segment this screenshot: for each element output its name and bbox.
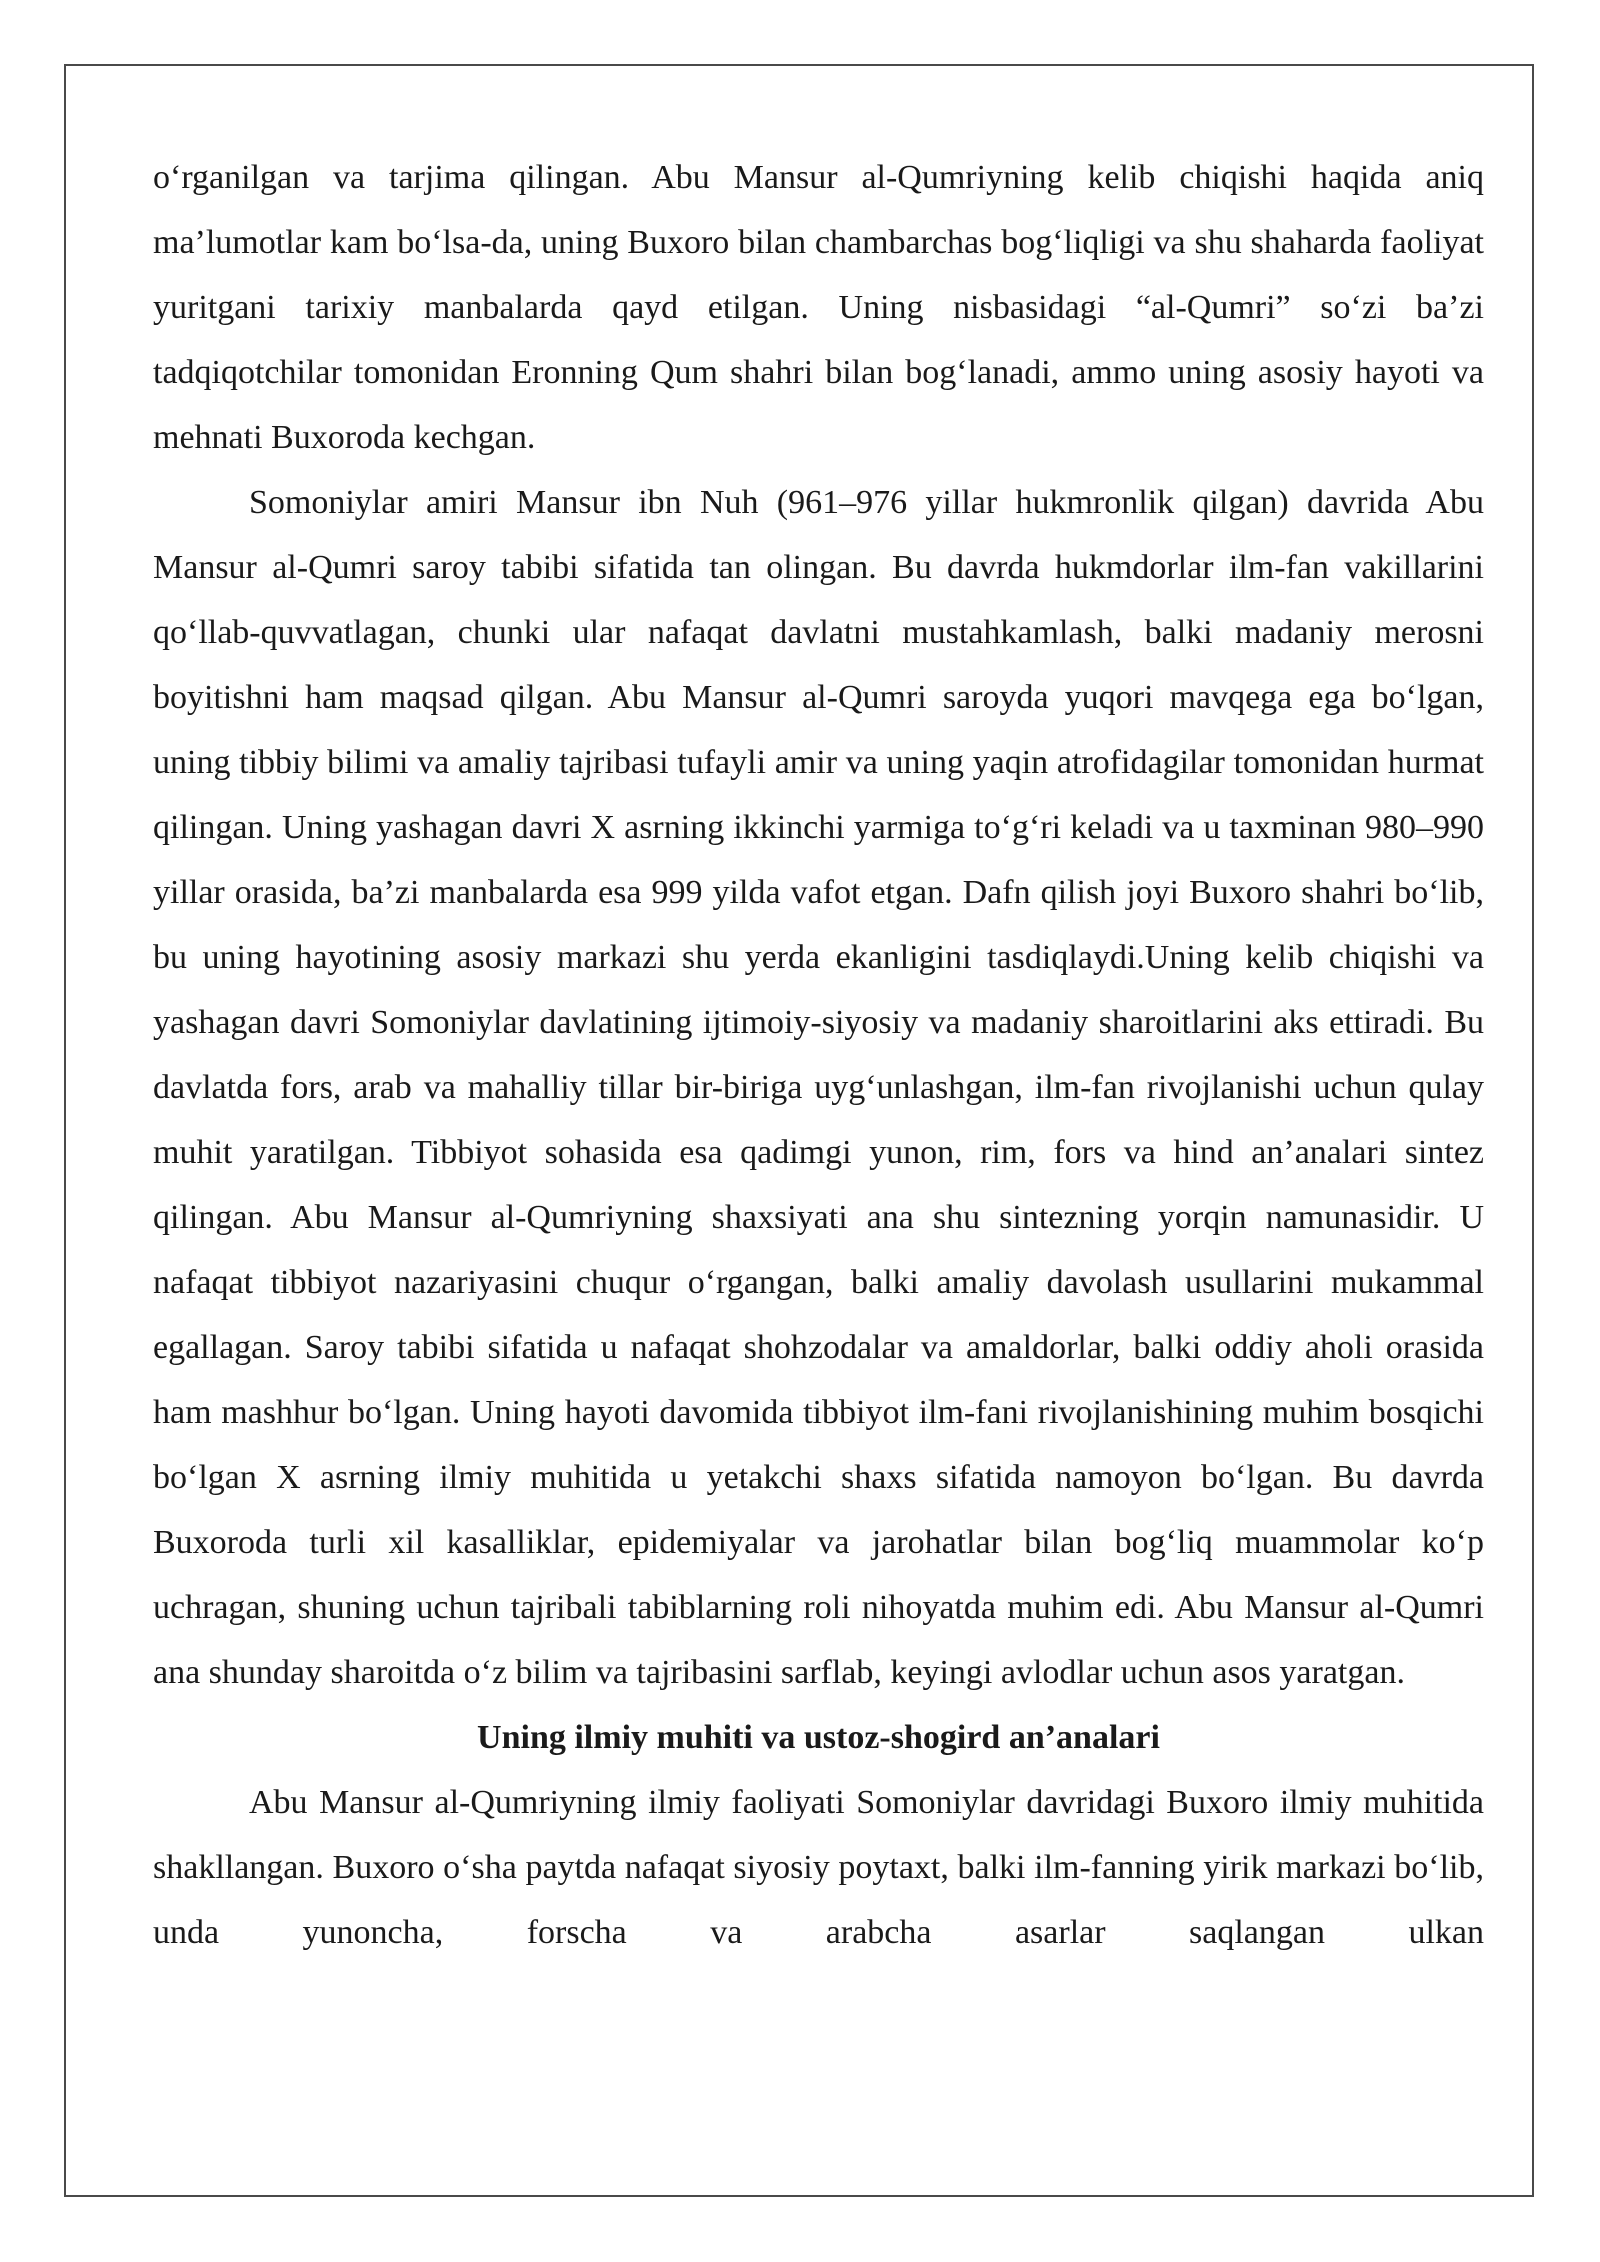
paragraph-2: Somoniylar amiri Mansur ibn Nuh (961–976 yillar hukmronlik qilgan) davrida Abu Mansur al-Qumri saroy tabibi sifatida tan olingan. Bu davrda hukmdorlar ilm-fan vakillarini qo‘llab-quvvatlagan, chunki ular nafaqat davlatni mustahkamlash, balki madaniy merosni boyitishni ham maqsad qilgan. Abu Mansur al-Qumri saroyda yuqori mavqega ega bo‘lgan, uning tibbiy bilimi va amaliy tajribasi tufayli amir va uning yaqin atrofidagilar tomonidan hurmat qilingan. Uning yashagan davri X asrning ikkinchi yarmiga to‘g‘ri keladi va u taxminan 980–990 yillar orasida, ba’zi manbalarda esa 999 yilda vafot etgan. Dafn qilish joyi Buxoro shahri bo‘lib, bu uning hayotining asosiy markazi shu yerda ekanligini tasdiqlaydi.Uning kelib chiqishi va yashagan davri Somoniylar davlatining ijtimoiy-siyosiy va madaniy sharoitlarini aks ettiradi. Bu davlatda fors, arab va mahalliy tillar bir-biriga uyg‘unlashgan, ilm-fan rivojlanishi uchun qulay muhit yaratilgan. Tibbiyot sohasida esa qadimgi yunon, rim, fors va hind an’analari sintez qilingan. Abu Mansur al-Qumriyning shaxsiyati ana shu sintezning yorqin namunasidir. U nafaqat tibbiyot nazariyasini chuqur o‘rgangan, balki amaliy davolash usullarini mukammal egallagan. Saroy tabibi sifatida u nafaqat shohzodalar va amaldorlar, balki oddiy aholi orasida ham mashhur bo‘lgan. Uning hayoti davomida tibbiyot ilm-fani rivojlanishining muhim bosqichi bo‘lgan X asrning ilmiy muhitida u yetakchi shaxs sifatida namoyon bo‘lgan. Bu davrda Buxoroda turli xil kasalliklar, epidemiyalar va jarohatlar bilan bog‘liq muammolar ko‘p uchragan, shuning uchun tajribali tabiblarning roli nihoyatda muhim edi. Abu Mansur al-Qumri ana shunday sharoitda o‘z bilim va tajribasini sarflab, keyingi avlodlar uchun asos yaratgan.: [153, 484, 1484, 1691]
paragraph-1: o‘rganilgan va tarjima qilingan. Abu Mansur al-Qumriyning kelib chiqishi haqida aniq ma’lumotlar kam bo‘lsa-da, uning Buxoro bilan chambarchas bog‘liqligi va shu shaharda faoliyat yuritgani tarixiy manbalarda qayd etilgan. Uning nisbasidagi “al-Qumri” so‘zi ba’zi tadqiqotchilar tomonidan Eronning Qum shahri bilan bog‘lanadi, ammo uning asosiy hayoti va mehnati Buxoroda kechgan.: [153, 159, 1484, 456]
paragraph-3: Abu Mansur al-Qumriyning ilmiy faoliyati Somoniylar davridagi Buxoro ilmiy muhitida shakllangan. Buxoro o‘sha paytda nafaqat siyosiy poytaxt, balki ilm-fanning yirik markazi bo‘lib, unda yunoncha, forscha va arabcha asarlar saqlangan ulkan: [153, 1784, 1484, 1951]
document-body: [153, 145, 1484, 1965]
section-heading: Uning ilmiy muhiti va ustoz-shogird an’analari: [477, 1719, 1160, 1756]
